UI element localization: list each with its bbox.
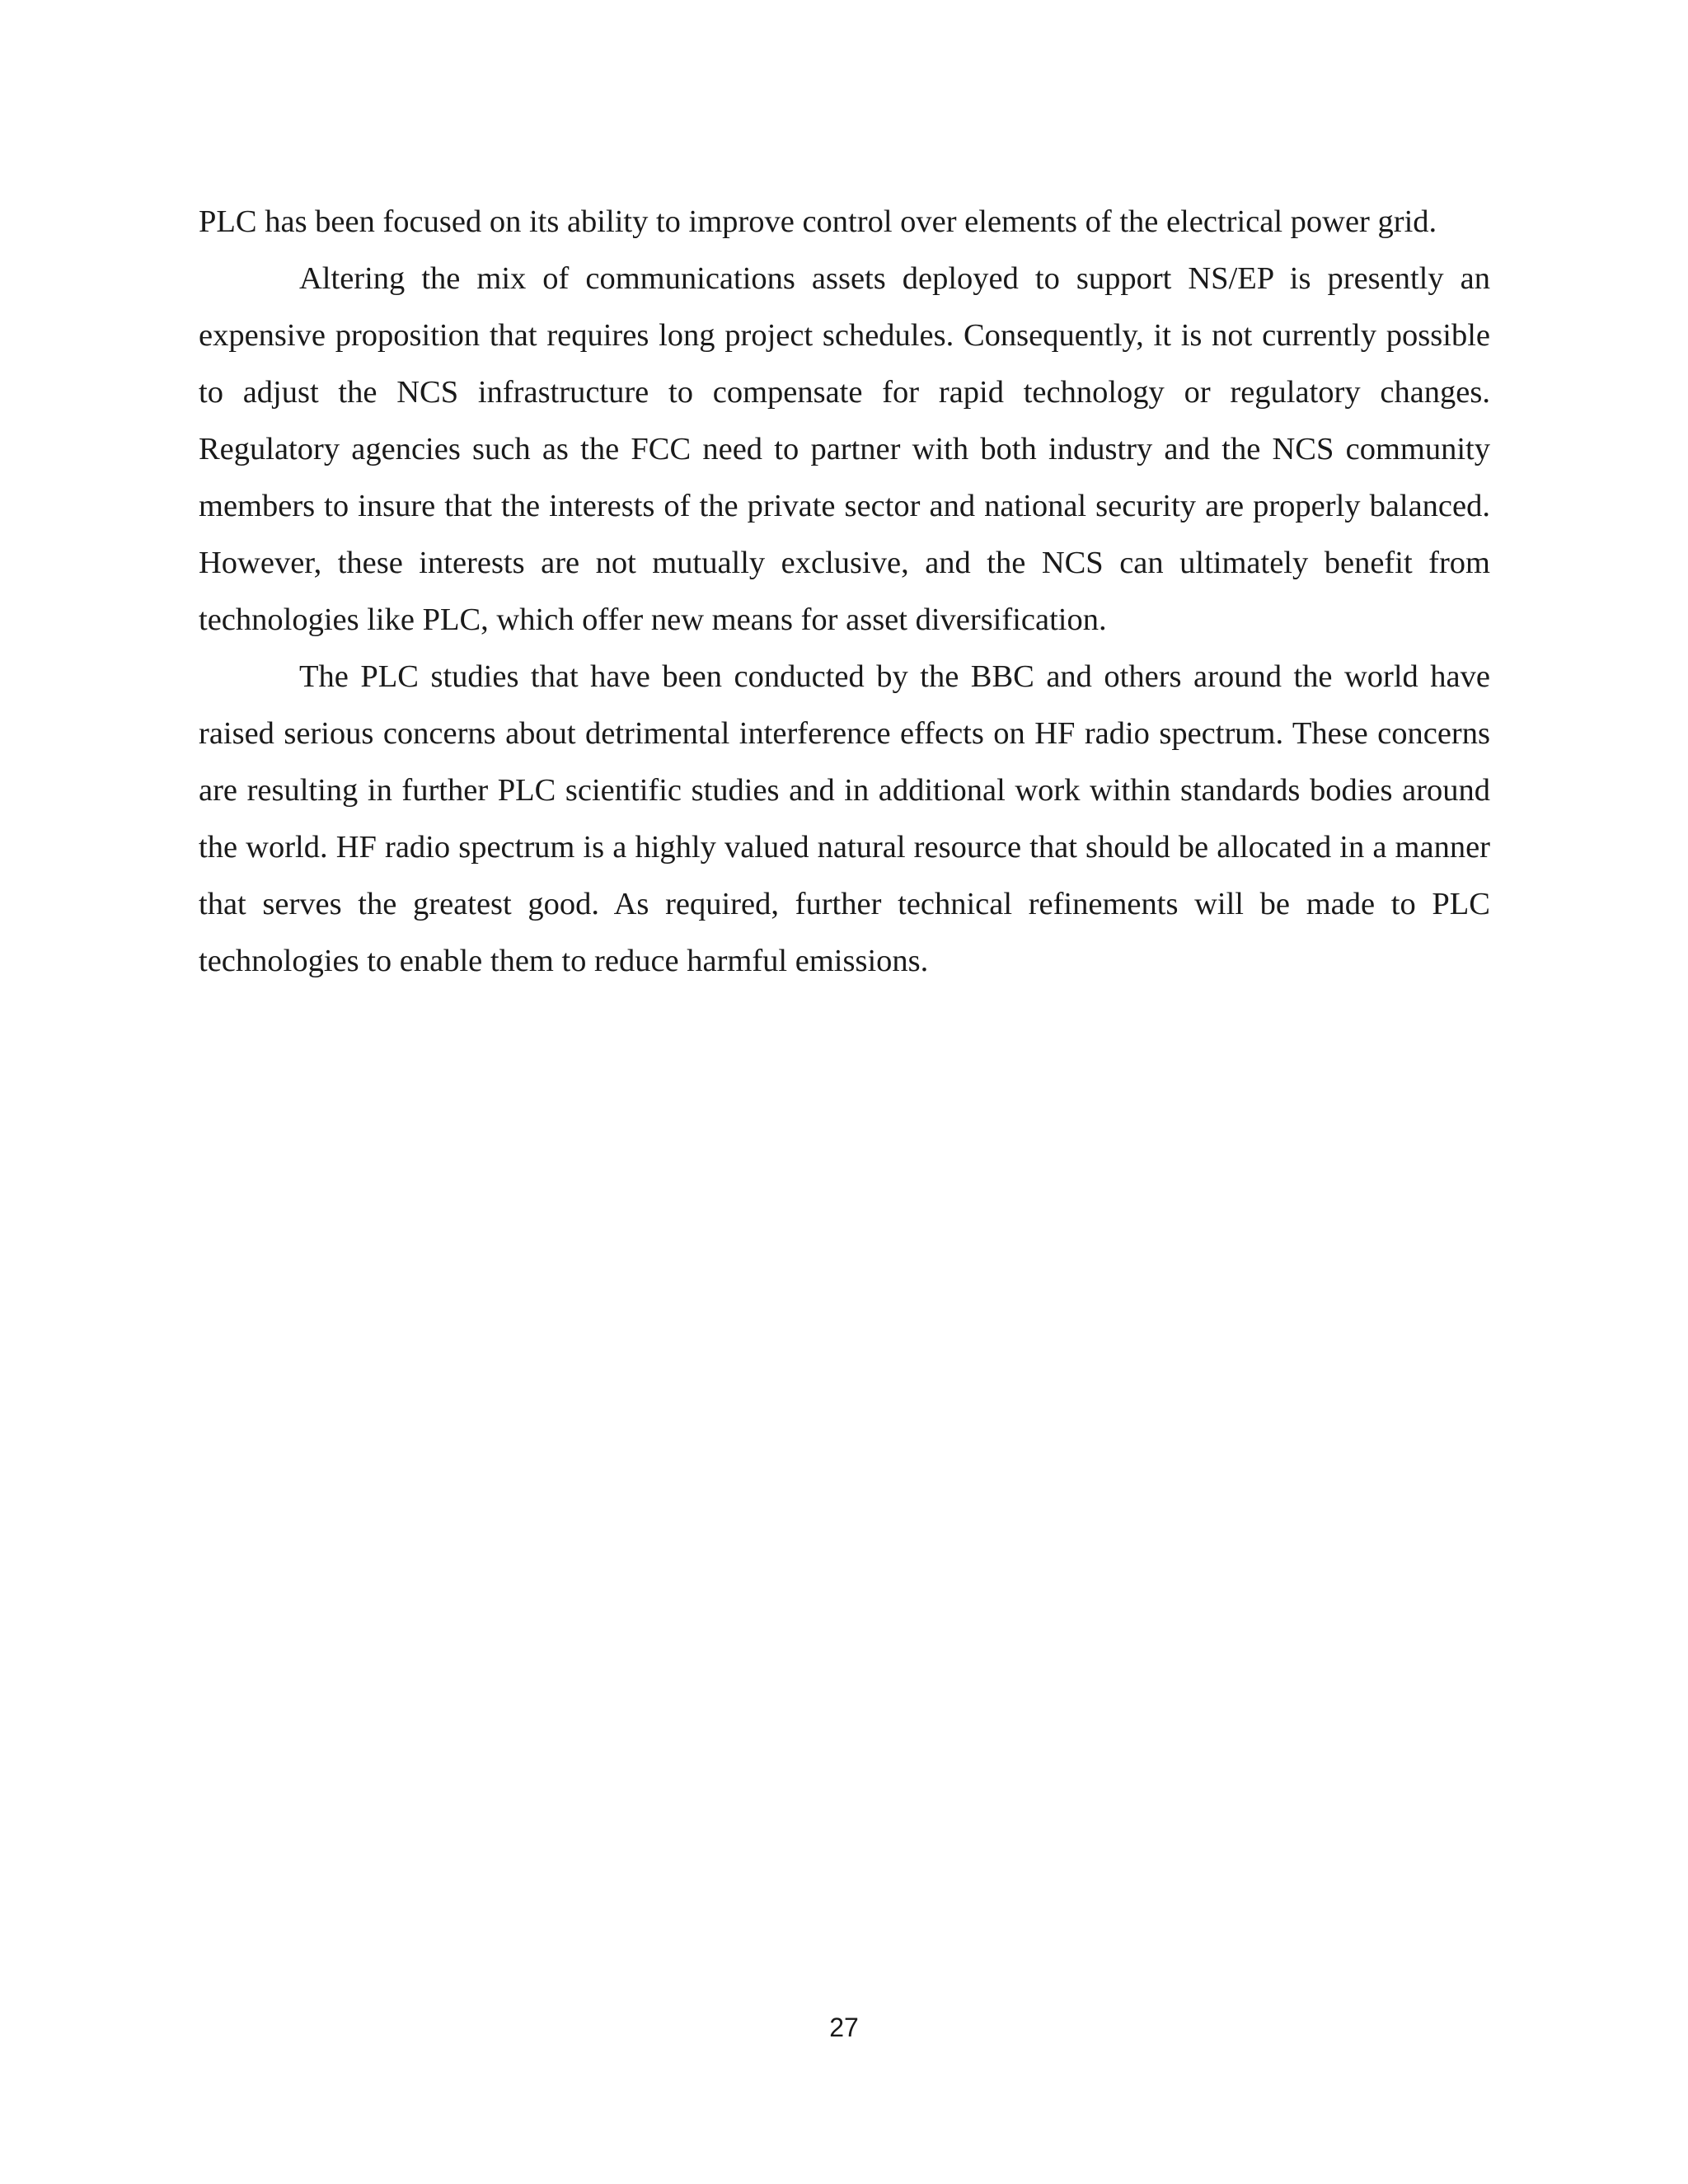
paragraph-continuation: PLC has been focused on its ability to improve control over elements of the electrical power grid. — [199, 204, 1437, 239]
page-number: 27 — [829, 2013, 859, 2042]
paragraph-communications-assets: Altering the mix of communications assets deployed to support NS/EP is presently an expensive proposition that requires long project schedules. Consequently, it is not currently possible to adjust the NCS infrastructure to compensate for rapid technology or regulatory changes. Regulatory agencies such as the FCC need to partner with both industry and the NCS community members to insure that the interests of the private sector and national security are properly balanced. However, these interests are not mutually exclusive, and the NCS can ultimately benefit from technologies like PLC, which offer new means for asset diversification. — [199, 261, 1490, 637]
body-text — [199, 194, 1490, 990]
paragraph-plc-studies: The PLC studies that have been conducted by the BBC and others around the world have raised serious concerns about detrimental interference effects on HF radio spectrum. These concerns are resulting in further PLC scientific studies and in additional work within standards bodies around the world. HF radio spectrum is a highly valued natural resource that should be allocated in a manner that serves the greatest good. As required, further technical refinements will be made to PLC technologies to enable them to reduce harmful emissions. — [199, 659, 1490, 978]
